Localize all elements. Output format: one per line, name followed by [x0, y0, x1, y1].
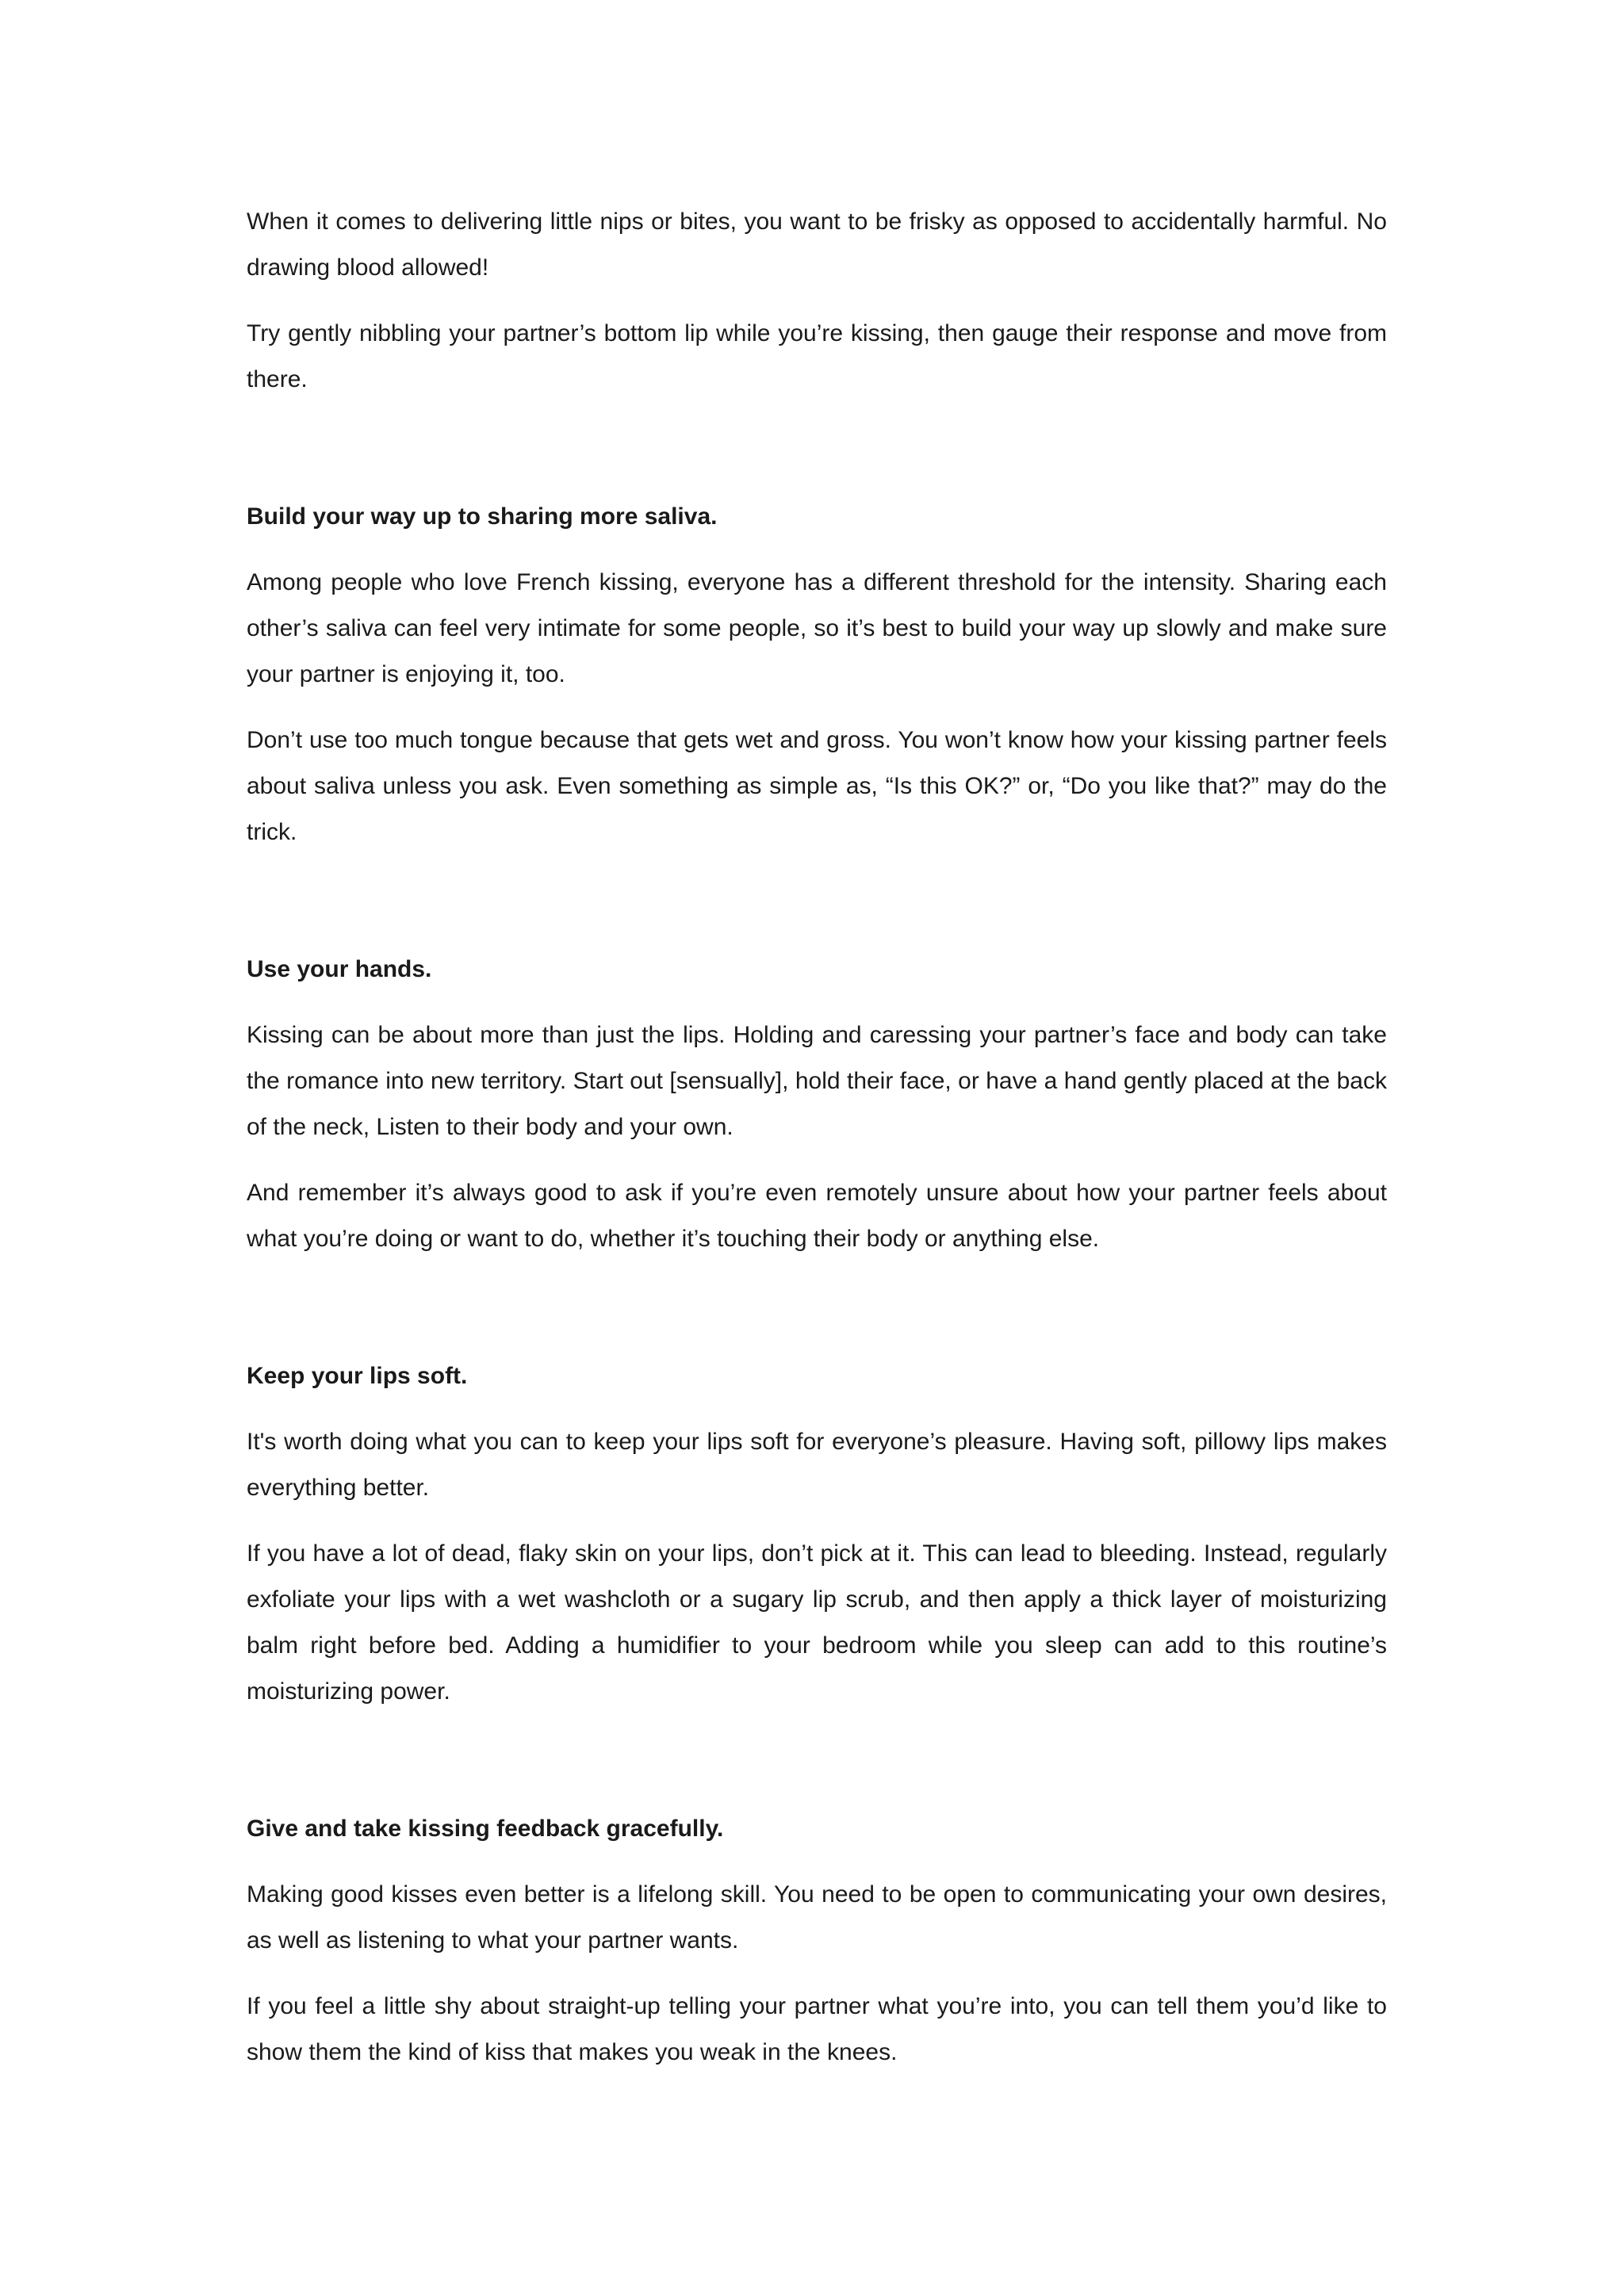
section-lips: [247, 1353, 1387, 1715]
section-hands: [247, 947, 1387, 1262]
section-paragraph: Making good kisses even better is a lifelong skill. You need to be open to communicating your own desires, as well as listening to what your partner wants.: [247, 1881, 1387, 1954]
section-paragraph: Among people who love French kissing, everyone has a different threshold for the intensity. Sharing each other’s saliva can feel very intimate for some people, so it’s best to build your way up slowly and make sure your partner is enjoying it, too.: [247, 569, 1387, 687]
section-spacer: [247, 423, 1387, 494]
section-heading: Use your hands.: [247, 956, 432, 982]
section-paragraph: If you feel a little shy about straight-up telling your partner what you’re into, you can tell them you’d like to show them the kind of kiss that makes you weak in the knees.: [247, 1993, 1387, 2065]
section-feedback: [247, 1806, 1387, 2076]
document-body: [247, 199, 1387, 2095]
section-paragraph: Don’t use too much tongue because that gets wet and gross. You won’t know how your kissing partner feels about saliva unless you ask. Even something as simple as, “Is this OK?” or, “Do you like that?” may do the trick.: [247, 727, 1387, 845]
section-heading: Keep your lips soft.: [247, 1363, 468, 1389]
section-spacer: [247, 875, 1387, 947]
intro-paragraph-1: When it comes to delivering little nips or bites, you want to be frisky as opposed to accidentally harmful. No drawing blood allowed!: [247, 209, 1387, 281]
section-spacer: [247, 1282, 1387, 1353]
section-spacer: [247, 1735, 1387, 1806]
intro-paragraph-2: Try gently nibbling your partner’s bottom lip while you’re kissing, then gauge their response and move from there.: [247, 320, 1387, 392]
section-paragraph: Kissing can be about more than just the lips. Holding and caressing your partner’s face and body can take the romance into new territory. Start out [sensually], hold their face, or have a hand gently placed at the back of the neck, Listen to their body and your own.: [247, 1022, 1387, 1140]
section-heading: Give and take kissing feedback gracefully.: [247, 1816, 724, 1842]
section-heading: Build your way up to sharing more saliva.: [247, 503, 718, 530]
section-paragraph: And remember it’s always good to ask if you’re even remotely unsure about how your partner feels about what you’re doing or want to do, whether it’s touching their body or anything else.: [247, 1180, 1387, 1252]
section-saliva: [247, 494, 1387, 855]
section-paragraph: If you have a lot of dead, flaky skin on your lips, don’t pick at it. This can lead to bleeding. Instead, regularly exfoliate your lips with a wet washcloth or a sugary lip scrub, and then apply a thick layer of moisturizing balm right before bed. Adding a humidifier to your bedroom while you sleep can add to this routine’s moisturizing power.: [247, 1540, 1387, 1705]
section-paragraph: It's worth doing what you can to keep your lips soft for everyone’s pleasure. Having soft, pillowy lips makes everything better.: [247, 1429, 1387, 1501]
